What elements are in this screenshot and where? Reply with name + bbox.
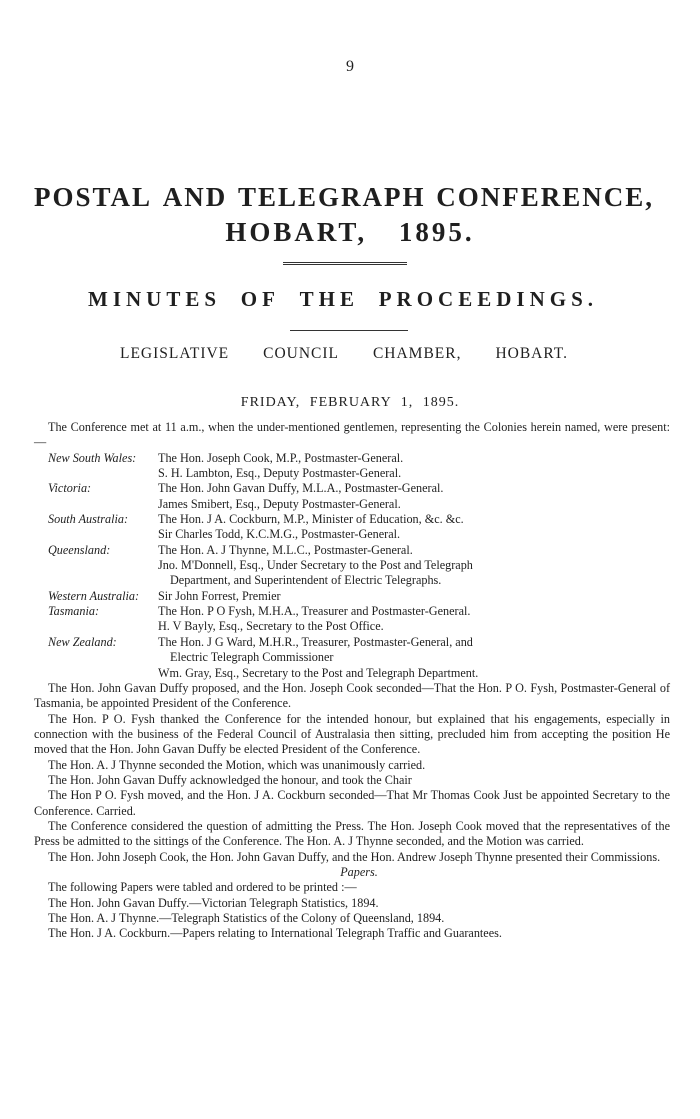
delegate-line: Wm. Gray, Esq., Secretary to the Post and Telegraph Department. — [158, 665, 479, 680]
papers-item: The Hon. J A. Cockburn.—Papers relating to International Telegraph Traffic and Guarantees. — [48, 926, 502, 941]
title-line-1 — [34, 182, 654, 213]
delegate-line: The Hon. Joseph Cook, M.P., Postmaster-General. — [158, 450, 404, 465]
delegate-line: James Smibert, Esq., Deputy Postmaster-General. — [158, 496, 401, 511]
page-number: 9 — [346, 58, 354, 75]
attendance-row — [48, 481, 670, 512]
place-word: HOBART. — [495, 345, 568, 362]
delegate-line: S. H. Lambton, Esq., Deputy Postmaster-General. — [158, 466, 402, 481]
meeting-place — [120, 345, 568, 363]
colony-name: South Australia: — [48, 512, 129, 527]
delegate-line: The Hon. P O Fysh, M.H.A., Treasurer and Postmaster-General. — [158, 604, 471, 619]
subtitle-word: OF — [240, 287, 280, 311]
minutes-paragraph: The Hon P O. Fysh moved, and the Hon. J A. Cockburn seconded—That Mr Thomas Cook Just be appointed Secretary to the Conference. Carried. — [34, 788, 670, 818]
delegate-line: Sir Charles Todd, K.C.M.G., Postmaster-General. — [158, 527, 401, 542]
delegates — [158, 451, 670, 482]
minutes-paragraph: The Hon. P O. Fysh thanked the Conference for the intended honour, but explained that his engagements, especially in connection with the business of the Federal Council of Australasia then sitting, precluded him from accepting the position He moved that the Hon. John Gavan Duffy be elected President of the Conference. — [34, 711, 670, 757]
minutes-paragraph: The Hon. John Gavan Duffy acknowledged the honour, and took the Chair — [48, 772, 412, 787]
delegate-line: The Hon. J A. Cockburn, M.P., Minister of Education, &c. &c. — [158, 512, 464, 527]
meeting-date: FRIDAY, FEBRUARY 1, 1895. — [240, 395, 460, 410]
title-word: AND — [162, 182, 228, 212]
delegates — [158, 512, 670, 543]
attendance-row — [48, 543, 670, 589]
delegate-line: Jno. M'Donnell, Esq., Under Secretary to the Post and Telegraph — [158, 558, 473, 573]
minutes-paragraph: The Hon. John Gavan Duffy proposed, and the Hon. Joseph Cook seconded—That the Hon. P O. Fysh, Postmaster-General of Tasmania, be appointed President of the Conference. — [34, 680, 670, 711]
delegates — [158, 543, 670, 589]
delegates — [158, 481, 670, 512]
minutes-paragraph: The Hon. A. J Thynne seconded the Motion, which was unanimously carried. — [48, 757, 426, 772]
attendance-list — [48, 451, 670, 681]
delegates — [158, 635, 670, 681]
colony-name: Tasmania: — [48, 604, 100, 619]
subtitle-word: THE — [299, 287, 359, 311]
papers-heading: Papers. — [340, 864, 378, 879]
delegate-line: H. V Bayly, Esq., Secretary to the Post Office. — [158, 619, 384, 634]
attendance-row — [48, 604, 670, 635]
minutes-paragraph: The Conference considered the question of admitting the Press. The Hon. Joseph Cook moved that the representatives of the Press be admitted to the sittings of the Conference. The Hon. A. J Thynne seconded, and the Motion was carried. — [34, 818, 670, 849]
papers-item: The Hon. John Gavan Duffy.—Victorian Telegraph Statistics, 1894. — [48, 895, 379, 910]
title-line-2: HOBART, 1895. — [225, 217, 475, 247]
papers-item: The Hon. A. J Thynne.—Telegraph Statistics of the Colony of Queensland, 1894. — [48, 911, 445, 925]
title-word: POSTAL — [34, 182, 153, 212]
attendance-row — [48, 589, 670, 604]
delegates — [158, 589, 670, 604]
minutes-body — [34, 420, 670, 942]
title-word: CONFERENCE, — [436, 182, 654, 212]
attendance-row — [48, 635, 670, 681]
delegates — [158, 604, 670, 635]
delegate-line: The Hon. John Gavan Duffy, M.L.A., Postmaster-General. — [158, 481, 444, 496]
subtitle-word: PROCEEDINGS. — [378, 287, 598, 311]
subtitle-word: MINUTES — [88, 287, 222, 311]
subtitle — [88, 287, 598, 312]
place-word: CHAMBER, — [372, 345, 462, 362]
delegate-line: The Hon. J G Ward, M.H.R., Treasurer, Postmaster-General, and — [158, 634, 473, 649]
title-word: TELEGRAPH — [237, 182, 426, 212]
delegate-line: Department, and Superintendent of Electric Telegraphs. — [170, 573, 442, 588]
colony-name: New South Wales: — [48, 450, 137, 465]
minutes-paragraph: The Hon. John Joseph Cook, the Hon. John Gavan Duffy, and the Hon. Andrew Joseph Thynne presented their Commissions. — [48, 849, 661, 864]
attendance-row — [48, 451, 670, 482]
place-word: LEGISLATIVE — [120, 345, 230, 362]
divider — [290, 330, 408, 331]
delegate-line: Electric Telegraph Commissioner — [170, 650, 334, 665]
divider — [283, 262, 407, 265]
delegate-line: Sir John Forrest, Premier — [158, 588, 281, 603]
colony-name: Western Australia: — [48, 588, 140, 603]
papers-item: The following Papers were tabled and ordered to be printed :— — [48, 880, 357, 895]
colony-name: Queensland: — [48, 542, 111, 557]
place-word: COUNCIL — [263, 345, 339, 362]
colony-name: New Zealand: — [48, 634, 117, 649]
delegate-line: The Hon. A. J Thynne, M.L.C., Postmaster-General. — [158, 542, 413, 557]
intro-paragraph: The Conference met at 11 a.m., when the under-mentioned gentlemen, representing the Colonies herein named, were present:— — [34, 420, 670, 450]
colony-name: Victoria: — [48, 481, 92, 496]
attendance-row — [48, 512, 670, 543]
